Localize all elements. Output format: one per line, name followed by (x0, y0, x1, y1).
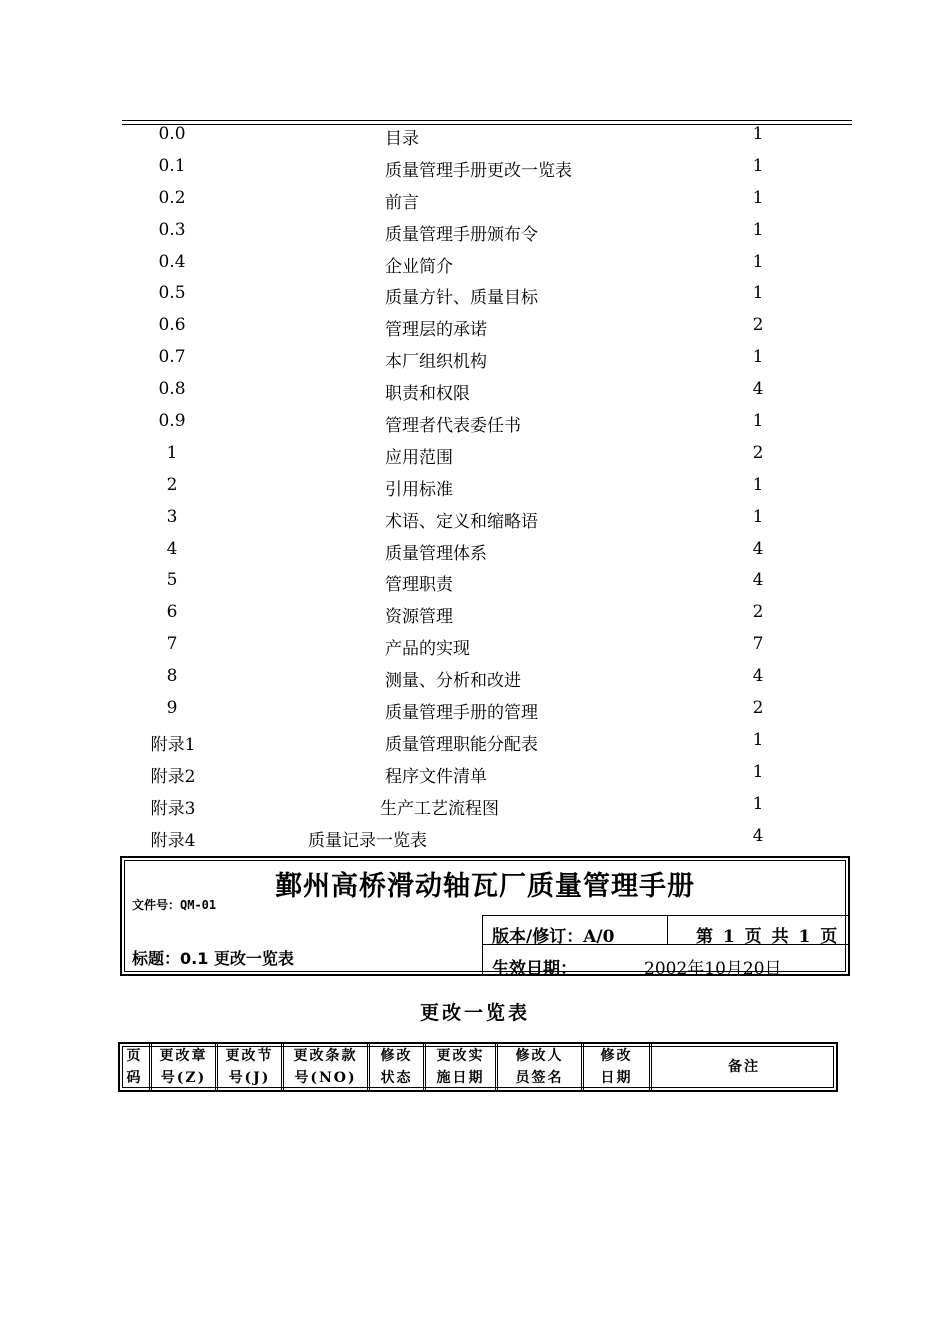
header-line: 码 (126, 1070, 143, 1086)
toc-row (0, 151, 950, 183)
toc-page: 2 (752, 442, 764, 463)
toc-number: 0.7 (158, 347, 186, 368)
toc-title: 职责和权限 (385, 384, 470, 405)
toc-row (0, 502, 950, 534)
toc-number: 8 (166, 666, 178, 687)
toc-number: 附录2 (150, 766, 196, 787)
toc-page: 4 (752, 538, 764, 559)
toc-row (0, 438, 950, 470)
toc-number: 5 (166, 570, 178, 591)
header-line: 修改人 (515, 1048, 564, 1064)
effective-date-label: 生效日期： (492, 959, 577, 979)
toc-title: 术语、定义和缩略语 (385, 511, 538, 532)
toc-title: 质量管理手册更改一览表 (385, 160, 572, 181)
page-count: 第 1 页 共 1 页 (696, 927, 840, 947)
toc-title: 本厂组织机构 (385, 352, 487, 373)
toc-title: 引用标准 (385, 479, 453, 500)
toc-page: 1 (752, 155, 764, 176)
toc-page: 1 (752, 219, 764, 240)
column-header-status (370, 1044, 426, 1090)
toc-number: 2 (166, 474, 178, 495)
toc-row (0, 789, 950, 821)
divider (482, 915, 848, 916)
toc-title: 测量、分析和改进 (385, 671, 521, 692)
toc-row (0, 183, 950, 215)
toc-title: 质量管理职能分配表 (385, 734, 538, 755)
toc-number: 0.1 (158, 155, 186, 176)
toc-title: 管理者代表委任书 (385, 416, 521, 437)
toc-page: 1 (752, 793, 764, 814)
toc-row (0, 534, 950, 566)
toc-row (0, 215, 950, 247)
toc-row (0, 565, 950, 597)
toc-number: 9 (166, 698, 178, 719)
change-list-table (118, 1042, 838, 1092)
toc-page: 1 (752, 474, 764, 495)
toc-number: 附录1 (150, 734, 196, 755)
section-subject: 标题：0.1 更改一览表 (132, 949, 294, 968)
toc-number: 6 (166, 602, 178, 623)
header-line: 页 (126, 1048, 143, 1064)
toc-number: 0.9 (158, 411, 186, 432)
toc-row (0, 278, 950, 310)
toc-row (0, 310, 950, 342)
toc-row (0, 693, 950, 725)
toc-number: 0.4 (158, 251, 186, 272)
toc-number: 附录4 (150, 830, 196, 851)
toc-title: 程序文件清单 (385, 766, 487, 787)
toc-title: 质量管理手册的管理 (385, 703, 538, 724)
toc-page: 2 (752, 315, 764, 336)
toc-page: 1 (752, 729, 764, 750)
toc-number: 0.3 (158, 219, 186, 240)
effective-date: 2002年10月20日 (644, 959, 782, 979)
toc-number: 附录3 (150, 798, 196, 819)
toc-page: 4 (752, 570, 764, 591)
header-line: 日期 (600, 1070, 633, 1086)
toc-title: 质量记录一览表 (308, 830, 427, 851)
toc-page: 2 (752, 602, 764, 623)
header-line: 更改条款 (293, 1048, 358, 1064)
toc-row (0, 821, 950, 853)
toc-title: 目录 (385, 129, 419, 149)
toc-number: 0.0 (158, 124, 186, 144)
toc-row (0, 757, 950, 789)
toc-page: 1 (752, 251, 764, 272)
toc-row (0, 725, 950, 757)
column-header-remarks (652, 1044, 836, 1090)
toc-title: 质量方针、质量目标 (385, 288, 538, 309)
header-line: 修改 (380, 1048, 413, 1064)
toc-page: 1 (752, 347, 764, 368)
toc-number: 1 (166, 442, 178, 463)
toc-row (0, 597, 950, 629)
toc-number: 0.5 (158, 283, 186, 304)
toc-page: 1 (752, 283, 764, 304)
header-line: 修改 (600, 1048, 633, 1064)
column-header-signature (498, 1044, 584, 1090)
toc-title: 生产工艺流程图 (380, 798, 499, 819)
toc-page: 1 (752, 506, 764, 527)
toc-page: 1 (752, 411, 764, 432)
toc-title: 质量管理手册颁布令 (385, 224, 538, 245)
toc-row (0, 374, 950, 406)
divider (667, 915, 668, 944)
toc-row (0, 661, 950, 693)
toc-row (0, 629, 950, 661)
manual-title: 鄞州高桥滑动轴瓦厂质量管理手册 (275, 871, 695, 902)
toc-title: 前言 (385, 192, 419, 213)
header-line: 备注 (728, 1059, 760, 1075)
toc-row (0, 470, 950, 502)
toc-number: 7 (166, 634, 178, 655)
toc-title: 管理层的承诺 (385, 320, 487, 341)
header-line: 号(J) (228, 1070, 271, 1086)
column-header-section (218, 1044, 284, 1090)
header-line: 更改节 (225, 1048, 274, 1064)
toc-title: 企业简介 (385, 256, 453, 277)
column-header-chapter (152, 1044, 218, 1090)
toc-row (0, 406, 950, 438)
divider (482, 915, 483, 974)
toc-row (0, 119, 950, 151)
toc-row (0, 247, 950, 279)
toc-title: 质量管理体系 (385, 543, 487, 564)
header-line: 更改实 (436, 1048, 485, 1064)
toc-page: 7 (752, 634, 764, 655)
toc-page: 1 (752, 124, 764, 144)
header-line: 员签名 (515, 1070, 564, 1086)
toc-page: 1 (752, 761, 764, 782)
document-header-block (120, 856, 850, 979)
toc-page: 2 (752, 698, 764, 719)
column-header-modify-date (584, 1044, 652, 1090)
toc-title: 资源管理 (385, 607, 453, 628)
header-line: 更改章 (159, 1048, 208, 1064)
file-number: 文件号：QM-01 (132, 898, 217, 912)
column-header-clause (284, 1044, 370, 1090)
toc-number: 0.6 (158, 315, 186, 336)
toc-page: 1 (752, 187, 764, 208)
toc-title: 应用范围 (385, 447, 453, 468)
table-of-contents (0, 119, 950, 852)
toc-page: 4 (752, 825, 764, 846)
column-header-page (120, 1044, 152, 1090)
toc-number: 0.2 (158, 187, 186, 208)
header-line: 号(NO) (294, 1070, 357, 1086)
toc-page: 4 (752, 379, 764, 400)
column-header-implement-date (426, 1044, 498, 1090)
toc-number: 4 (166, 538, 178, 559)
header-line: 施日期 (436, 1070, 485, 1086)
toc-number: 0.8 (158, 379, 186, 400)
toc-title: 产品的实现 (385, 639, 470, 660)
toc-number: 3 (166, 506, 178, 527)
version-revision: 版本/修订：A/0 (492, 927, 615, 947)
toc-page: 4 (752, 666, 764, 687)
header-line: 状态 (380, 1070, 413, 1086)
change-list-title: 更改一览表 (419, 1002, 530, 1024)
header-line: 号(Z) (160, 1070, 207, 1086)
toc-row (0, 342, 950, 374)
toc-title: 管理职责 (385, 575, 453, 596)
